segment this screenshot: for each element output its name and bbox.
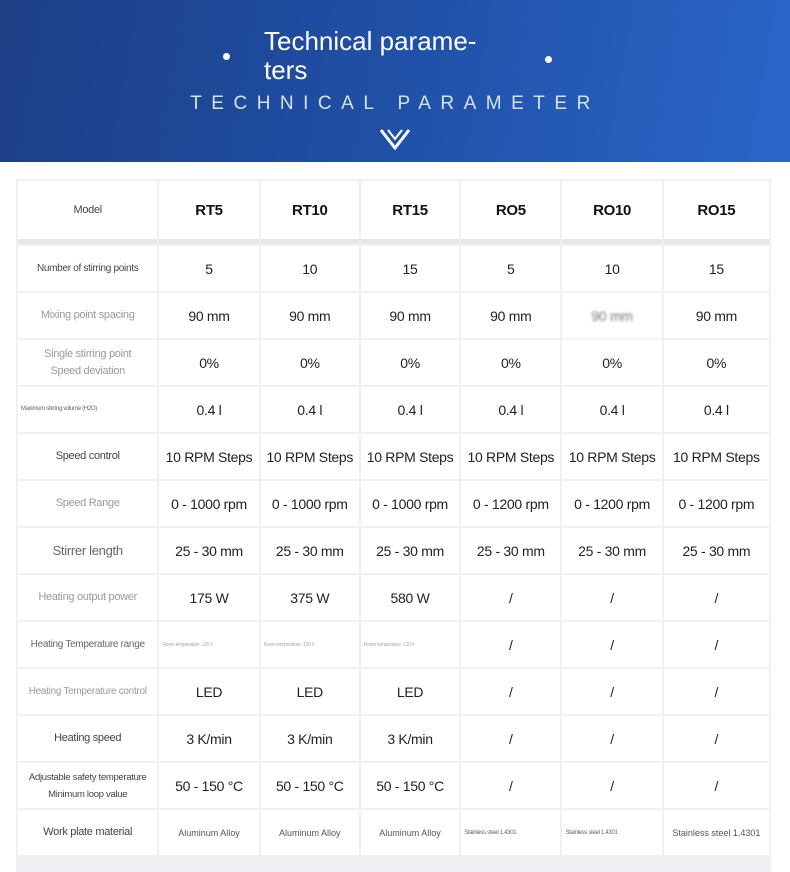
table-row xyxy=(18,293,769,338)
table-row xyxy=(18,763,769,808)
table-cell: Stainless steel 1.4301 xyxy=(664,810,769,855)
table-cell: 10 RPM Steps xyxy=(159,434,258,479)
row-label-heating-power: Heating output power xyxy=(18,575,157,620)
table-cell: Room temperature -120 # xyxy=(159,622,258,667)
table-cell: 10 xyxy=(261,246,359,291)
row-label-speed-control: Speed control xyxy=(18,434,157,479)
table-row xyxy=(18,716,769,761)
table-row xyxy=(18,622,769,667)
table-cell: 3 K/min xyxy=(261,716,359,761)
table-cell: 580 W xyxy=(361,575,459,620)
decor-dot-right xyxy=(545,56,552,63)
table-cell: / xyxy=(562,716,661,761)
table-cell: 0.4 l xyxy=(159,387,258,432)
table-cell: 50 - 150 °C xyxy=(261,763,359,808)
table-cell: / xyxy=(461,669,560,714)
table-cell: 15 xyxy=(361,246,459,291)
table-cell: 90 mm xyxy=(159,293,258,338)
table-cell: 0% xyxy=(361,340,459,385)
row-label-spacing: Mixing point spacing xyxy=(18,293,157,338)
row-label-safety-temp xyxy=(18,763,157,808)
table-cell: / xyxy=(562,575,661,620)
table-row xyxy=(18,528,769,573)
table-cell: 0% xyxy=(461,340,560,385)
header-ro10: RO10 xyxy=(562,181,661,244)
table-cell: 0 - 1200 rpm xyxy=(664,481,769,526)
table-cell: 0% xyxy=(261,340,359,385)
table-cell: 0% xyxy=(159,340,258,385)
table-cell: Stainless steel 1.4301 xyxy=(461,810,560,855)
header-ro5: RO5 xyxy=(461,181,560,244)
decor-dot-left xyxy=(223,53,230,60)
table-cell: 0.4 l xyxy=(461,387,560,432)
table-cell: / xyxy=(461,763,560,808)
table-cell: / xyxy=(664,669,769,714)
table-cell: 90 mm xyxy=(562,293,661,338)
spec-table-container xyxy=(16,179,771,872)
table-row xyxy=(18,340,769,385)
table-cell: 0 - 1200 rpm xyxy=(562,481,661,526)
row-label-speed-deviation xyxy=(18,340,157,385)
table-cell: 0.4 l xyxy=(261,387,359,432)
table-cell: 0.4 l xyxy=(361,387,459,432)
row-label-heating-speed: Heating speed xyxy=(18,716,157,761)
table-cell: LED xyxy=(261,669,359,714)
table-cell: Room temperature -120 # xyxy=(361,622,459,667)
table-cell: 50 - 150 °C xyxy=(159,763,258,808)
table-cell: Aluminum Alloy xyxy=(159,810,258,855)
table-cell: 50 - 150 °C xyxy=(361,763,459,808)
table-cell: 0.4 l xyxy=(562,387,661,432)
table-cell: / xyxy=(664,716,769,761)
table-cell: / xyxy=(461,622,560,667)
row-label-stirrer-length: Stirrer length xyxy=(18,528,157,573)
row-label-line: Minimum loop value xyxy=(48,788,128,800)
row-label-temp-range: Heating Temperature range xyxy=(18,622,157,667)
table-cell: 5 xyxy=(159,246,258,291)
header-banner xyxy=(0,0,790,162)
table-cell: Stainless steel 1.4301 xyxy=(562,810,661,855)
page-title-line2: ters xyxy=(264,55,308,85)
table-row xyxy=(18,246,769,291)
table-cell: 3 K/min xyxy=(361,716,459,761)
table-cell: 3 K/min xyxy=(159,716,258,761)
table-cell: Aluminum Alloy xyxy=(361,810,459,855)
row-label-speed-range: Speed Range xyxy=(18,481,157,526)
table-cell: / xyxy=(664,575,769,620)
table-cell: / xyxy=(461,716,560,761)
table-cell: 90 mm xyxy=(461,293,560,338)
table-cell: / xyxy=(461,575,560,620)
table-cell: 10 RPM Steps xyxy=(562,434,661,479)
table-cell: 10 RPM Steps xyxy=(261,434,359,479)
page-subtitle: TECHNICAL PARAMETER xyxy=(190,93,600,114)
table-cell: 90 mm xyxy=(361,293,459,338)
page-title xyxy=(264,27,524,85)
table-cell: / xyxy=(664,622,769,667)
table-cell: 375 W xyxy=(261,575,359,620)
table-cell: / xyxy=(562,669,661,714)
table-cell: 10 RPM Steps xyxy=(461,434,560,479)
table-cell: 25 - 30 mm xyxy=(361,528,459,573)
spec-table xyxy=(16,179,771,857)
table-cell: 0 - 1000 rpm xyxy=(261,481,359,526)
table-cell: Aluminum Alloy xyxy=(261,810,359,855)
table-cell: / xyxy=(562,622,661,667)
table-cell: 0 - 1200 rpm xyxy=(461,481,560,526)
table-cell: 10 RPM Steps xyxy=(664,434,769,479)
table-cell: 10 xyxy=(562,246,661,291)
table-cell: 90 mm xyxy=(261,293,359,338)
row-label-stirring-points: Number of stirring points xyxy=(18,246,157,291)
table-cell: / xyxy=(664,763,769,808)
header-rt10: RT10 xyxy=(261,181,359,244)
header-ro15: RO15 xyxy=(664,181,769,244)
table-cell: 5 xyxy=(461,246,560,291)
table-cell: 25 - 30 mm xyxy=(261,528,359,573)
table-header-row xyxy=(18,181,769,244)
table-cell: 175 W xyxy=(159,575,258,620)
row-label-line: Single stirring point xyxy=(44,347,132,360)
header-rt5: RT5 xyxy=(159,181,258,244)
table-row xyxy=(18,481,769,526)
table-row xyxy=(18,434,769,479)
table-cell: 25 - 30 mm xyxy=(461,528,560,573)
table-cell: 10 RPM Steps xyxy=(361,434,459,479)
row-label-line: Adjustable safety temperature xyxy=(28,771,147,783)
table-row xyxy=(18,575,769,620)
row-label-temp-control: Heating Temperature control xyxy=(18,669,157,714)
row-label-plate-material: Work plate material xyxy=(18,810,157,855)
table-cell: Room temperature -120 # xyxy=(261,622,359,667)
table-cell: LED xyxy=(361,669,459,714)
header-rt15: RT15 xyxy=(361,181,459,244)
table-cell: / xyxy=(562,763,661,808)
table-row xyxy=(18,387,769,432)
table-row xyxy=(18,810,769,855)
table-cell: 25 - 30 mm xyxy=(664,528,769,573)
table-cell: 25 - 30 mm xyxy=(562,528,661,573)
table-cell: LED xyxy=(159,669,258,714)
table-cell: 0.4 l xyxy=(664,387,769,432)
table-cell: 15 xyxy=(664,246,769,291)
row-label-line: Speed deviation xyxy=(50,364,125,377)
table-cell: 0 - 1000 rpm xyxy=(159,481,258,526)
table-cell: 0 - 1000 rpm xyxy=(361,481,459,526)
page-title-line1: Technical parame- xyxy=(264,26,477,56)
table-row xyxy=(18,669,769,714)
table-cell: 25 - 30 mm xyxy=(159,528,258,573)
table-cell: 0% xyxy=(664,340,769,385)
header-model: Model xyxy=(18,181,157,244)
chevron-down-icon xyxy=(380,128,410,150)
table-cell: 90 mm xyxy=(664,293,769,338)
table-cell: 0% xyxy=(562,340,661,385)
row-label-max-volume: Maximum stirring volume (H2O) xyxy=(18,387,157,432)
